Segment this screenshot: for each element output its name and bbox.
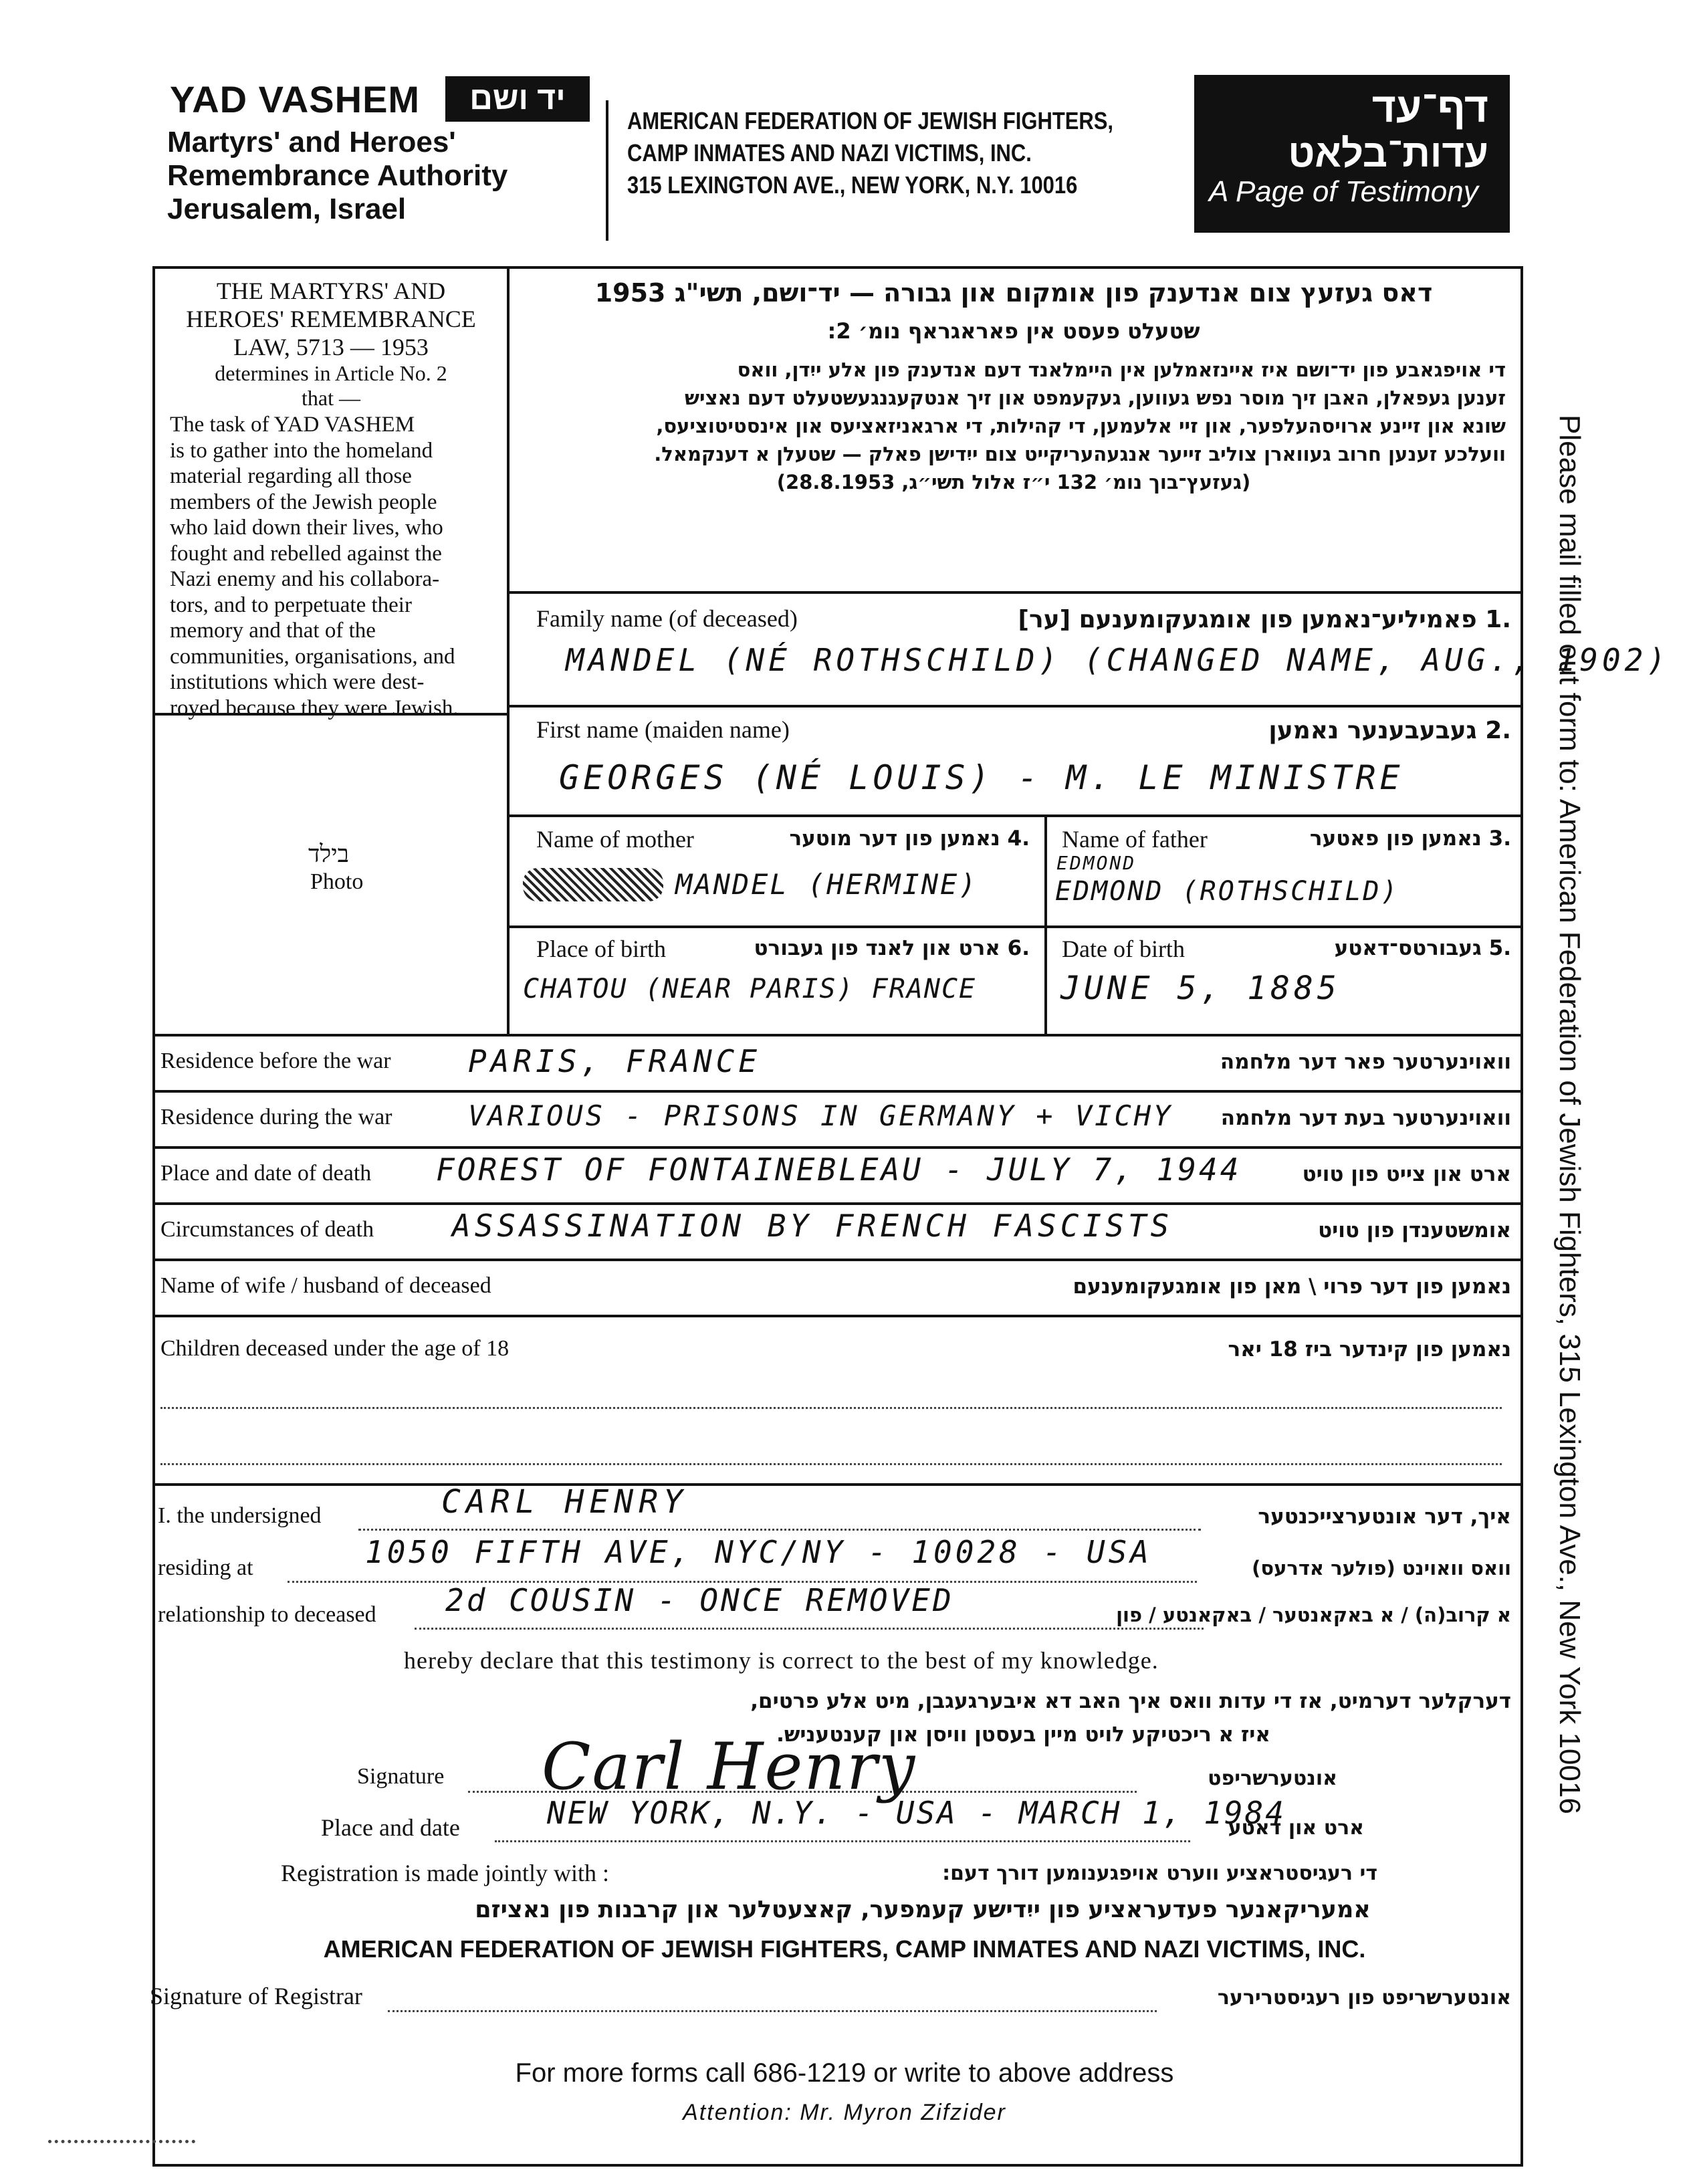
registrar-hebrew-label: אונטערשריפט פון רעגיסטרירער — [1217, 1986, 1511, 2009]
row-line-2 — [152, 1146, 1523, 1149]
death-circumstances-value[interactable]: ASSASSINATION BY FRENCH FASCISTS — [452, 1208, 1173, 1244]
spouse-name-hebrew-label: נאמען פון דער פרוי \ מאן פון אומגעקומענעם — [1073, 1275, 1511, 1299]
birth-date-label: Date of birth — [1062, 936, 1185, 962]
federation-line-3: 315 LEXINGTON AVE., NEW YORK, N.Y. 10016 — [627, 171, 1078, 199]
signature-label: Signature — [357, 1764, 445, 1789]
residence-during-value[interactable]: VARIOUS - PRISONS IN GERMANY + VICHY — [468, 1099, 1173, 1132]
relationship-value[interactable]: 2d COUSIN - ONCE REMOVED — [445, 1582, 954, 1618]
footer-attention: Attention: Mr. Myron Zifzider — [683, 2100, 1006, 2125]
photo-label: Photo — [310, 869, 364, 894]
death-circumstances-hebrew-label: אומשטענדן פון טויט — [1318, 1218, 1511, 1242]
birth-date-value[interactable]: JUNE 5, 1885 — [1060, 970, 1341, 1007]
footer-scan-artifact — [48, 2140, 195, 2143]
undersigned-line — [358, 1529, 1201, 1531]
yad-vashem-hebrew-logo: יד ושם — [445, 76, 590, 122]
hebrew-law-6: וועלכע זענען חרוב געווארן צוליב זייער אנגעהעריקייט צום ייִדישן פאלק — שטעלן א דענקמאל. — [654, 443, 1506, 465]
father-name-value[interactable]: EDMOND (ROTHSCHILD) — [1055, 876, 1399, 907]
law-title-4: determines in Article No. 2 — [215, 361, 447, 385]
residing-hebrew-label: וואס וואוינט (פולער אדרעס) — [1252, 1557, 1511, 1579]
spouse-name-label: Name of wife / husband of deceased — [160, 1273, 491, 1298]
banner-english: A Page of Testimony — [1209, 175, 1478, 208]
first-name-hebrew-label: .2 געבעבענער נאמען — [1268, 717, 1511, 744]
birth-place-value[interactable]: CHATOU (NEAR PARIS) FRANCE — [523, 974, 977, 1004]
registrar-line[interactable] — [388, 2010, 1157, 2012]
federation-line-1: AMERICAN FEDERATION OF JEWISH FIGHTERS, — [627, 107, 1114, 134]
registration-label: Registration is made jointly with : — [281, 1860, 609, 1886]
family-name-label: Family name (of deceased) — [536, 605, 798, 632]
law-title-3: LAW, 5713 — 1953 — [233, 334, 429, 360]
banner-hebrew-1: דף־עד — [1371, 85, 1488, 131]
birth-place-hebrew-label: .6 ארט און לאנד פון געבורט — [754, 936, 1030, 960]
registration-hebrew-label: די רעגיסטראציע ווערט אויפגענומען דורך דעם: — [942, 1862, 1377, 1885]
photo-area[interactable] — [155, 716, 507, 1034]
law-title-5: that — — [302, 386, 360, 410]
registrar-label: Signature of Registrar — [150, 1983, 362, 2009]
residing-value[interactable]: 1050 FIFTH AVE, NYC/NY - 10028 - USA — [365, 1534, 1152, 1570]
law-title-2: HEROES' REMEMBRANCE — [186, 306, 476, 332]
children-hebrew-label: נאמען פון קינדער ביז 18 יאר — [1228, 1337, 1511, 1361]
yad-vashem-title: YAD VASHEM — [170, 78, 421, 120]
banner-hebrew-2: עדות־בלאט — [1288, 132, 1488, 175]
first-name-value[interactable]: GEORGES (NÉ LOUIS) - M. LE MINISTRE — [559, 758, 1404, 797]
signature-hebrew-label: אונטערשריפט — [1208, 1767, 1337, 1790]
federation-english-name: AMERICAN FEDERATION OF JEWISH FIGHTERS, CAMP INMATES AND NAZI VICTIMS, INC. — [323, 1935, 1366, 1963]
law-body-1: The task of YAD VASHEM — [170, 413, 415, 437]
grid-line-4 — [507, 925, 1523, 928]
death-place-date-value[interactable]: FOREST OF FONTAINEBLEAU - JULY 7, 1944 — [436, 1152, 1242, 1188]
place-date-value[interactable]: NEW YORK, N.Y. - USA - MARCH 1, 1984 — [547, 1795, 1286, 1831]
place-date-hebrew-label: ארט און דאטע — [1228, 1816, 1364, 1840]
hebrew-law-5: שונא און זיינע ארויסהעלפער, און זיי אלעמען, די קהילות, די ארגאניזאציעס און אינסטיטוציעס, — [656, 415, 1506, 437]
law-body-10: communities, organisations, and — [170, 644, 455, 669]
hebrew-law-4: זענען געפאלן, האבן זיך מוסר נפש געווען, געקעמפט און זיך אנטקעגנגעשטעלט דעם נאציש — [685, 387, 1506, 409]
relationship-line — [415, 1628, 1204, 1630]
grid-line-5 — [152, 1034, 1523, 1036]
hebrew-law-1: דאס געזעץ צום אנדענק פון אומקום און גבורה — יד־ושם, תשי"ג 1953 — [594, 278, 1433, 308]
law-body-8: tors, and to perpetuate their — [170, 592, 412, 617]
declaration-hebrew-2: איז א ריכטיקע לויט מיין בעסטן וויסן און קענטעניש. — [776, 1723, 1270, 1747]
law-body-2: is to gather into the homeland — [170, 438, 433, 463]
law-title-1: THE MARTYRS' AND — [216, 278, 446, 304]
federation-line-2: CAMP INMATES AND NAZI VICTIMS, INC. — [627, 139, 1032, 167]
yad-vashem-subtitle-1: Martyrs' and Heroes' — [167, 126, 456, 158]
grid-line-3 — [507, 814, 1523, 817]
declaration-english: hereby declare that this testimony is correct to the best of my knowledge. — [404, 1647, 1159, 1674]
law-body-4: members of the Jewish people — [170, 489, 437, 514]
residence-before-value[interactable]: PARIS, FRANCE — [468, 1043, 762, 1079]
place-date-label: Place and date — [321, 1814, 460, 1841]
row-line-3 — [152, 1202, 1523, 1205]
father-name-hebrew-label: .3 נאמען פון פאטער — [1309, 827, 1511, 851]
row-line-1 — [152, 1090, 1523, 1093]
row-line-5 — [152, 1315, 1523, 1317]
relationship-label: relationship to deceased — [158, 1602, 376, 1627]
law-body-block — [170, 412, 501, 721]
law-body-6: fought and rebelled against the — [170, 541, 442, 566]
row-line-6 — [152, 1483, 1523, 1486]
yad-vashem-subtitle-3: Jerusalem, Israel — [167, 193, 407, 225]
mother-name-hebrew-label: .4 נאמען פון דער מוטער — [789, 827, 1030, 851]
law-body-5: who laid down their lives, who — [170, 516, 443, 540]
undersigned-value[interactable]: CARL HENRY — [441, 1483, 688, 1521]
father-name-label: Name of father — [1062, 826, 1208, 853]
declaration-hebrew-1: דערקלער דערמיט, אז די עדות וואס איך האב דא איבערגעגבן, מיט אלע פרטים, — [750, 1689, 1511, 1713]
mother-name-label: Name of mother — [536, 826, 694, 853]
family-name-value[interactable]: MANDEL (NÉ ROTHSCHILD) (CHANGED NAME, AUG., 1902) — [566, 642, 1670, 678]
undersigned-label: I. the undersigned — [158, 1503, 322, 1528]
children-line-1[interactable] — [160, 1407, 1502, 1409]
side-mail-instruction: Please mail filled out form to: American Federation of Jewish Fighters, 315 Lexington Ave., New York 10016 — [1553, 415, 1586, 1814]
mother-name-value[interactable]: MANDEL (HERMINE) — [675, 868, 978, 901]
footer-more-forms: For more forms call 686-1219 or write to above address — [515, 2058, 1174, 2088]
grid-line-2 — [507, 705, 1523, 707]
photo-hebrew-label: בילד — [308, 841, 349, 867]
residence-during-hebrew-label: וואוינערטער בעת דער מלחמה — [1220, 1106, 1511, 1130]
mother-name-scribble — [523, 868, 663, 901]
family-name-hebrew-label: .1 פאמיליע־נאמען פון אומגעקומענעם [ער] — [1018, 606, 1511, 633]
death-place-date-hebrew-label: ארט און צייט פון טויט — [1302, 1162, 1511, 1186]
birth-date-hebrew-label: .5 געבורטס־דאטע — [1334, 936, 1511, 960]
grid-vertical-divider — [1044, 814, 1047, 1035]
law-column-divider — [507, 266, 510, 1035]
children-line-2[interactable] — [160, 1463, 1502, 1465]
law-text-block — [167, 277, 495, 411]
law-body-11: institutions which were dest- — [170, 670, 425, 694]
row-line-4 — [152, 1259, 1523, 1261]
hebrew-law-3: די אויפגאבע פון יד־ושם איז איינזאמלען אין היימלאנד דעם אנדענק פון אלע ייִדן, וואס — [737, 358, 1506, 381]
relationship-hebrew-label: א קרוב(ה) / א באקאנטער / באקאנטע / פון — [1116, 1604, 1511, 1626]
grid-line-1 — [507, 591, 1523, 594]
header-divider — [606, 100, 608, 241]
death-place-date-label: Place and date of death — [160, 1161, 372, 1186]
yad-vashem-subtitle-2: Remembrance Authority — [167, 159, 508, 192]
law-body-3: material regarding all those — [170, 464, 412, 488]
undersigned-hebrew-label: איך, דער אונטערצייכנטער — [1258, 1505, 1511, 1529]
signature-value[interactable]: Carl Henry — [542, 1729, 917, 1804]
federation-hebrew-name: אמעריקאנער פעדעראציע פון ייִדישע קעמפער, קאצעטלער און קרבנות פון נאציזם — [475, 1896, 1371, 1923]
hebrew-law-2: שטעלט פעסט אין פאראגראף נומ׳ 2: — [827, 318, 1200, 344]
residing-label: residing at — [158, 1555, 253, 1580]
law-body-7: Nazi enemy and his collabora- — [170, 567, 440, 591]
death-circumstances-label: Circumstances of death — [160, 1217, 374, 1242]
residence-before-label: Residence before the war — [160, 1049, 391, 1073]
law-body-12: royed because they were Jewish. — [170, 695, 459, 720]
hebrew-law-block — [522, 278, 1506, 494]
first-name-label: First name (maiden name) — [536, 716, 790, 743]
hebrew-law-7: (געזעץ־בוך נומ׳ 132 י״ז אלול תשי״ג, 28.8.1953) — [776, 471, 1251, 494]
place-date-line — [495, 1840, 1190, 1842]
residence-before-hebrew-label: וואוינערטער פאר דער מלחמה — [1220, 1050, 1511, 1074]
children-label: Children deceased under the age of 18 — [160, 1336, 510, 1361]
residence-during-label: Residence during the war — [160, 1105, 392, 1129]
law-body-9: memory and that of the — [170, 619, 376, 643]
father-name-value-top: EDMOND — [1056, 852, 1137, 874]
birth-place-label: Place of birth — [536, 936, 666, 962]
